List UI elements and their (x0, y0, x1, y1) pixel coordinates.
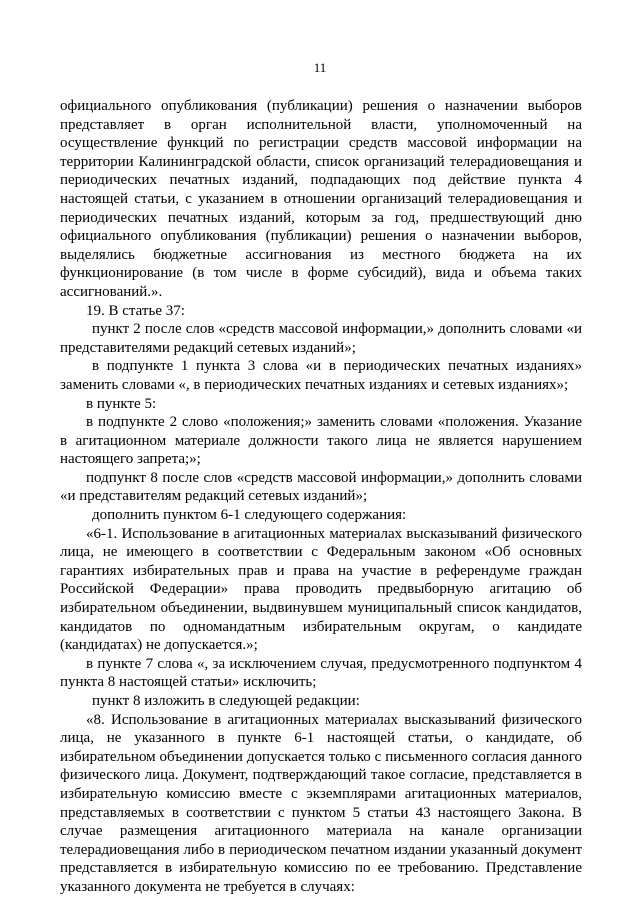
paragraph-item-8-intro: пункт 8 изложить в следующей редакции: (92, 693, 360, 709)
paragraph-item-7: в пункте 7 слова «, за исключением случая, предусмотренного подпунктом 4 пункта 8 настоящей статьи» исключить; (60, 655, 582, 691)
paragraph-article-37-heading: 19. В статье 37: (86, 302, 185, 319)
paragraph-subitem-8: подпункт 8 после слов «средств массовой информации,» дополнить словами «и представителям редакций сетевых изданий»; (60, 469, 582, 505)
paragraph-subitem-1-item-3: в подпункте 1 пункта 3 слова «и в периодических печатных изданиях» заменить словами «, в периодических печатных изданиях и сетевых изданиях»; (60, 358, 582, 393)
paragraph-item-5: в пункте 5: (86, 395, 157, 412)
paragraph-continuation: официального опубликования (публикации) решения о назначении выборов представляет в орган исполнительной власти, уполномоченный на осуществление функций по регистрации средств массовой информации на территории Калининградской области, список организаций телерадиовещания и периодических печатных изданий, подпадающих под действие пункта 4 настоящей статьи, с указанием в отношении организаций телерадиовещания и периодических печатных изданий, которым за год, предшествующий дню официального опубликования (публикации) решения о назначении выборов, выделялись бюджетные ассигнования из местного бюджета на их функционирование (в том числе в форме субсидий), вида и объема таких ассигнований.». (60, 98, 582, 300)
paragraph-subitem-2: в подпункте 2 слово «положения;» заменить словами «положения. Указание в агитационном материале должности такого лица не является нарушением настоящего запрета;»; (60, 414, 582, 468)
page-number: 11 (313, 60, 327, 75)
document-body (60, 97, 582, 897)
paragraph-item-8-text: «8. Использование в агитационных материалах высказываний физического лица, не указанного в пункте 6-1 настоящей статьи, о кандидате, об избирательном объединении допускается только с письменного согласия данного физического лица. Документ, подтверждающий такое согласие, представляется в избирательную комиссию вместе с экземплярами агитационных материалов, представляемых в соответствии с пунктом 5 статьи 43 настоящего Закона. В случае размещения агитационного материала на канале организации телерадиовещания либо в периодическом печатном издании указанный документ представляется в избирательную комиссию по ее требованию. Представление указанного документа не требуется в случаях: (60, 711, 582, 895)
paragraph-add-item-6-1: дополнить пунктом 6-1 следующего содержания: (92, 507, 407, 524)
paragraph-item-2: пункт 2 после слов «средств массовой информации,» дополнить словами «и представителями редакций сетевых изданий»; (60, 321, 582, 356)
paragraph-item-6-1-text: «6-1. Использование в агитационных материалах высказываний физического лица, не имеющего в соответствии с Федеральным законом «Об основных гарантиях избирательных прав и права на участие в референдуме граждан Российской Федерации» права проводить предвыборную агитацию об избирательном объединении, выдвинувшем муниципальный список кандидатов, кандидатов по одномандатным избирательным округам, о кандидате (кандидатах) не допускается.»; (60, 525, 582, 654)
